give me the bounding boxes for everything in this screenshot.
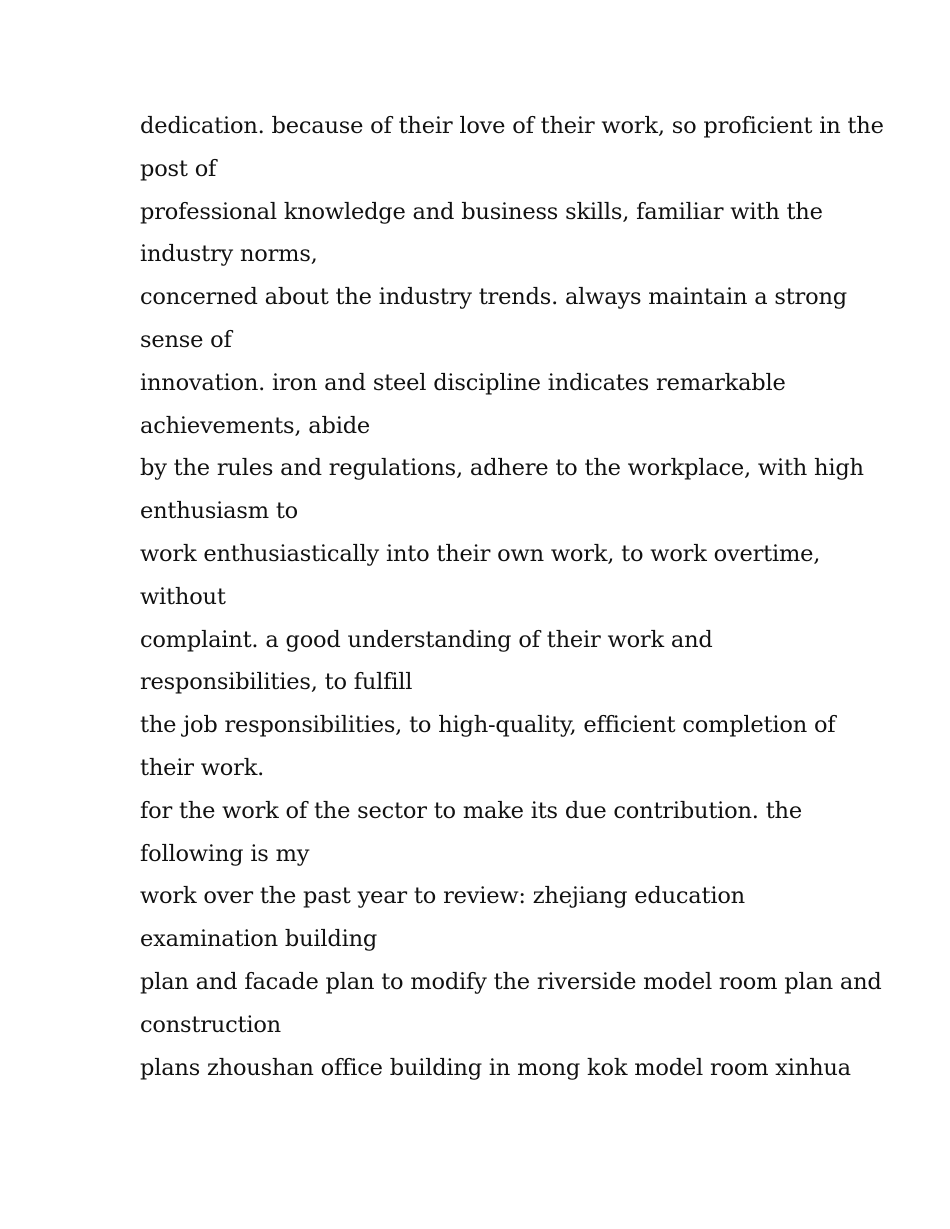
text-line: plan and facade plan to modify the riverside model room plan and	[140, 968, 882, 995]
text-line: examination building	[140, 926, 378, 953]
text-line: the job responsibilities, to high-quality, efficient completion of	[140, 712, 836, 739]
text-line: responsibilities, to fulfill	[140, 669, 413, 696]
text-line: complaint. a good understanding of their work and	[140, 626, 713, 653]
text-line: following is my	[140, 840, 310, 867]
text-line: concerned about the industry trends. always maintain a strong	[140, 284, 847, 311]
text-line: industry norms,	[140, 241, 318, 268]
text-line: innovation. iron and steel discipline indicates remarkable	[140, 369, 786, 396]
text-line: without	[140, 583, 226, 610]
text-line: construction	[140, 1011, 281, 1038]
text-line: enthusiasm to	[140, 498, 299, 525]
text-line: professional knowledge and business skills, familiar with the	[140, 198, 823, 225]
text-line: for the work of the sector to make its due contribution. the	[140, 797, 802, 824]
text-line: by the rules and regulations, adhere to the workplace, with high	[140, 455, 864, 482]
text-line: work enthusiastically into their own work, to work overtime,	[140, 540, 821, 567]
text-line: dedication. because of their love of their work, so proficient in the	[140, 113, 884, 139]
text-line: post of	[140, 155, 217, 182]
text-line: work over the past year to review: zhejiang education	[140, 883, 745, 910]
text-line: plans zhoushan office building in mong kok model room xinhua	[140, 1054, 851, 1081]
document-body	[140, 105, 884, 1089]
text-line: their work.	[140, 754, 265, 781]
text-line: sense of	[140, 326, 232, 353]
text-line: achievements, abide	[140, 412, 371, 439]
